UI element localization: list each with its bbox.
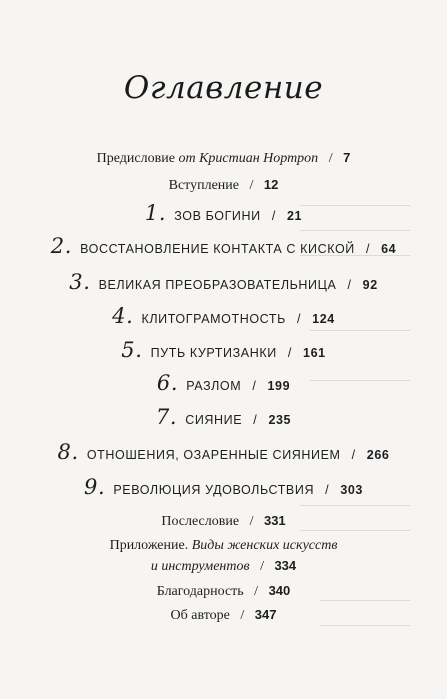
toc-entry-label: Благодарность [156,584,244,599]
toc-entry-author-prefix: от [178,151,196,166]
toc-entry-appendix-line2[interactable] [0,558,447,575]
show-through-line [320,600,410,601]
toc-separator: / [287,346,292,360]
toc-separator: / [328,151,333,166]
toc-entry-preface[interactable] [0,150,447,167]
toc-entry-label: ОТНОШЕНИЯ, ОЗАРЕННЫЕ СИЯНИЕМ [86,448,341,462]
toc-entry-chapter-8[interactable] [0,440,447,464]
chapter-number: 3. [69,270,91,294]
toc-page-number: 303 [340,483,363,497]
toc-entry-chapter-4[interactable] [0,304,447,328]
toc-page-number: 92 [362,278,378,292]
toc-separator: / [271,209,276,223]
toc-separator: / [254,584,259,599]
toc-entry-label: ЗОВ БОГИНИ [174,209,261,223]
chapter-number: 6. [156,371,179,395]
toc-entry-acknowledgements[interactable] [0,583,447,600]
show-through-line [320,625,410,626]
toc-page-number: 124 [312,312,335,326]
toc-entry-about-author[interactable] [0,607,447,624]
toc-page-number: 161 [303,346,326,360]
toc-page-number: 235 [268,413,292,427]
chapter-number: 5. [121,338,143,362]
toc-separator: / [325,483,330,497]
show-through-line [310,330,410,331]
toc-entry-label: ВЕЛИКАЯ ПРЕОБРАЗОВАТЕЛЬНИЦА [98,278,337,292]
toc-separator: / [260,559,264,574]
toc-page-number: 334 [274,558,297,573]
toc-separator: / [253,413,258,427]
toc-separator: / [297,312,302,326]
chapter-number: 9. [84,475,106,499]
chapter-number: 8. [57,440,79,464]
toc-entry-chapter-6[interactable] [0,371,447,395]
toc-entry-label: Предисловие [96,151,175,166]
toc-entry-label: КЛИТОГРАМОТНОСТЬ [141,312,286,326]
toc-separator: / [249,178,254,193]
toc-entry-label: Приложение. [109,538,189,553]
toc-separator: / [351,448,356,462]
show-through-line [300,230,410,231]
toc-page-number: 347 [254,607,277,622]
toc-entry-label: РАЗЛОМ [186,379,242,393]
toc-entry-label: ПУТЬ КУРТИЗАНКИ [150,346,277,360]
toc-entry-chapter-2[interactable] [0,234,447,258]
toc-entry-label: Об авторе [170,608,230,623]
chapter-number: 7. [155,405,178,429]
toc-page-number: 7 [343,150,351,165]
toc-entry-label: ВОССТАНОВЛЕНИЕ КОНТАКТА С КИСКОЙ [80,242,355,256]
toc-entry-chapter-7[interactable] [0,405,447,429]
toc-entry-introduction[interactable] [0,177,447,194]
chapter-number: 1. [144,201,167,225]
toc-entry-chapter-5[interactable] [0,338,447,362]
toc-title: Оглавление [123,70,324,106]
toc-separator: / [347,278,352,292]
toc-separator: / [240,608,245,623]
toc-page-number: 266 [366,448,390,462]
toc-entry-label-italic: Виды женских искусств [191,538,338,553]
toc-page-number: 64 [381,242,397,256]
toc-entry-label: РЕВОЛЮЦИЯ УДОВОЛЬСТВИЯ [113,483,315,497]
toc-separator: / [252,379,257,393]
toc-entry-chapter-1[interactable] [0,201,447,225]
toc-separator: / [249,514,254,529]
toc-entry-label-line2: и инструментов [150,559,250,574]
show-through-line [300,505,410,506]
toc-entry-chapter-9[interactable] [0,475,447,499]
toc-entry-author: Кристиан Нортроп [199,151,319,166]
toc-entry-afterword[interactable] [0,513,447,530]
toc-page-number: 331 [263,513,286,528]
toc-page-number: 340 [268,583,291,598]
chapter-number: 2. [50,234,73,258]
toc-page-number: 199 [267,379,291,393]
toc-page-number: 21 [286,209,303,223]
toc-entry-chapter-3[interactable] [0,270,447,294]
show-through-line [300,530,410,531]
toc-entry-appendix[interactable] [0,538,447,554]
chapter-number: 4. [112,304,134,328]
toc-entry-label: Вступление [168,178,240,193]
toc-page-number: 12 [263,177,279,192]
toc-entry-label: Послесловие [161,514,240,529]
toc-separator: / [365,242,371,256]
toc-entry-label: СИЯНИЕ [185,413,243,427]
